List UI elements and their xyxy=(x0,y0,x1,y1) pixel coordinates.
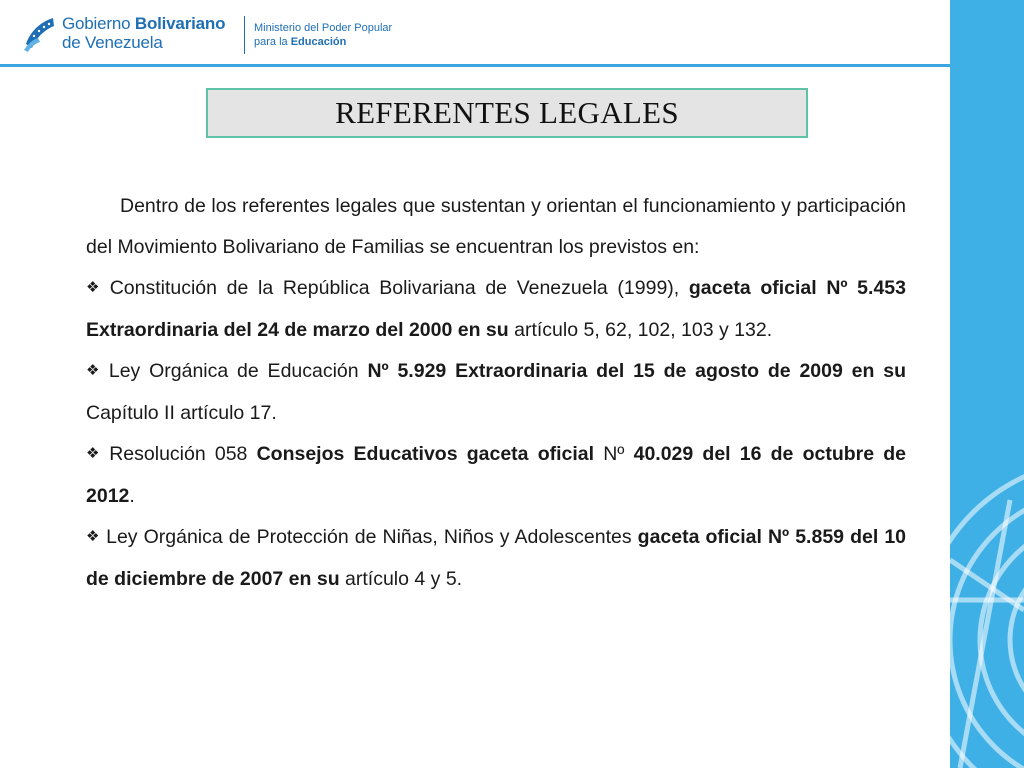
decorative-arcs xyxy=(950,0,1024,768)
venezuela-government-logo-icon xyxy=(22,14,56,54)
list-item-education-law: ❖ Ley Orgánica de Educación Nº 5.929 Extraordinaria del 15 de agosto de 2009 en su Capítulo II artículo 17. xyxy=(86,351,906,434)
intro-paragraph: Dentro de los referentes legales que sustentan y orientan el funcionamiento y participación del Movimiento Bolivariano de Familias se encuentran los previstos en: xyxy=(86,195,906,258)
page-title: REFERENTES LEGALES xyxy=(335,95,679,130)
list-item-resolution-058: ❖ Resolución 058 Consejos Educativos gaceta oficial Nº 40.029 del 16 de octubre de 2012. xyxy=(86,434,906,517)
header-rule xyxy=(0,64,950,67)
ministry-name-line1: Ministerio del Poder Popular xyxy=(254,22,393,34)
ministry-name-line2: para la Educación xyxy=(254,36,347,48)
decorative-side-band xyxy=(950,0,1024,768)
list-item-constitution: ❖ Constitución de la República Bolivariana de Venezuela (1999), gaceta oficial Nº 5.453 Extraordinaria del 24 de marzo del 2000 en su artículo 5, 62, 102, 103 y 132. xyxy=(86,268,906,351)
list-item-child-protection-law: ❖ Ley Orgánica de Protección de Niñas, Niños y Adolescentes gaceta oficial Nº 5.859 del 10 de diciembre de 2007 en su artículo 4 y 5. xyxy=(86,517,906,600)
title-box xyxy=(206,88,808,138)
logo-divider xyxy=(244,16,245,54)
government-name-line2: de Venezuela xyxy=(62,33,163,52)
legal-references-content xyxy=(86,186,906,600)
government-name-line1: Gobierno Bolivariano xyxy=(62,14,226,33)
